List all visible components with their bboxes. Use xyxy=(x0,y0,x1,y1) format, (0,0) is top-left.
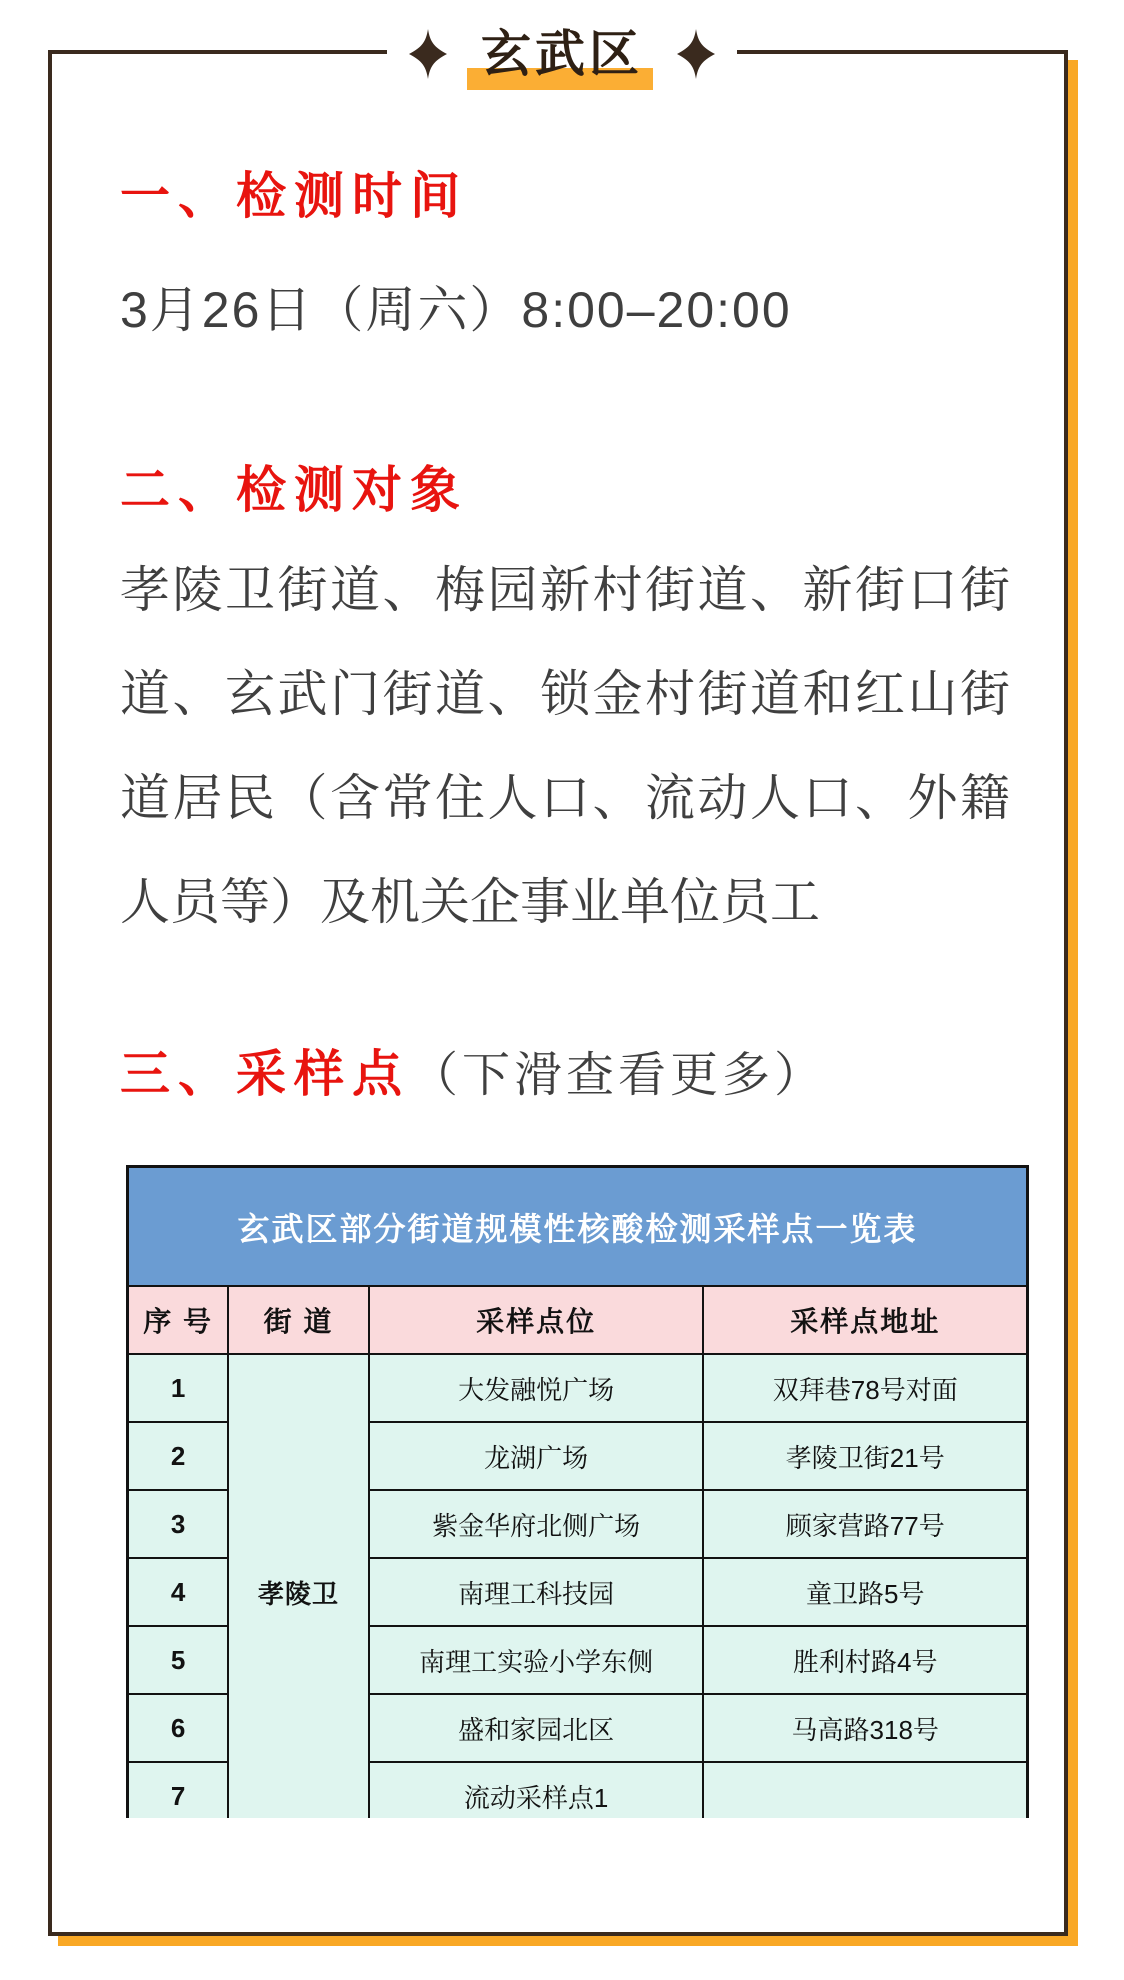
cell-no: 6 xyxy=(128,1694,229,1762)
cell-address: 胜利村路4号 xyxy=(703,1626,1027,1694)
cell-address: 顾家营路77号 xyxy=(703,1490,1027,1558)
table-title-row xyxy=(128,1167,1028,1287)
cell-no: 7 xyxy=(128,1762,229,1818)
table-header-row xyxy=(128,1286,1028,1354)
cell-no: 1 xyxy=(128,1354,229,1422)
paragraph-line: 道居民（含常住人口、流动人口、外籍 xyxy=(120,770,1010,826)
cell-point: 大发融悦广场 xyxy=(369,1354,704,1422)
cell-no: 4 xyxy=(128,1558,229,1626)
paragraph-line: 人员等）及机关企事业单位员工 xyxy=(120,874,820,930)
column-header-no: 序 号 xyxy=(128,1286,229,1354)
cell-point: 南理工科技园 xyxy=(369,1558,704,1626)
test-subjects-paragraph xyxy=(120,538,1010,954)
cell-street-group: 孝陵卫 xyxy=(228,1354,368,1818)
sparkle-icon xyxy=(409,29,447,79)
cell-no: 2 xyxy=(128,1422,229,1490)
sampling-table-scroll-area[interactable] xyxy=(126,1165,1029,1818)
cell-point: 流动采样点1 xyxy=(369,1762,704,1818)
column-header-street: 街 道 xyxy=(228,1286,368,1354)
sampling-points-table xyxy=(126,1165,1029,1818)
cell-point: 盛和家园北区 xyxy=(369,1694,704,1762)
section-3-title: 三、采样点 xyxy=(120,1046,410,1102)
cell-point: 龙湖广场 xyxy=(369,1422,704,1490)
paragraph-line: 孝陵卫街道、梅园新村街道、新街口街 xyxy=(120,562,1010,618)
column-header-address: 采样点地址 xyxy=(703,1286,1027,1354)
section-1-heading: 一、检测时间 xyxy=(120,168,468,224)
cell-no: 3 xyxy=(128,1490,229,1558)
district-title-banner xyxy=(387,12,737,96)
table-title: 玄武区部分街道规模性核酸检测采样点一览表 xyxy=(128,1167,1028,1287)
cell-point: 紫金华府北侧广场 xyxy=(369,1490,704,1558)
cell-point: 南理工实验小学东侧 xyxy=(369,1626,704,1694)
cell-address xyxy=(703,1762,1027,1818)
paragraph-line: 道、玄武门街道、锁金村街道和红山街 xyxy=(120,666,1010,722)
district-title: 玄武区 xyxy=(477,27,647,82)
cell-address: 马高路318号 xyxy=(703,1694,1027,1762)
cell-address: 童卫路5号 xyxy=(703,1558,1027,1626)
column-header-point: 采样点位 xyxy=(369,1286,704,1354)
sparkle-icon xyxy=(677,29,715,79)
section-2-heading: 二、检测对象 xyxy=(120,462,468,518)
cell-address: 双拜巷78号对面 xyxy=(703,1354,1027,1422)
table-row xyxy=(128,1354,1028,1422)
section-3-heading xyxy=(120,1046,826,1104)
cell-address: 孝陵卫街21号 xyxy=(703,1422,1027,1490)
test-time-text: 3月26日（周六）8:00–20:00 xyxy=(120,282,792,338)
cell-no: 5 xyxy=(128,1626,229,1694)
scroll-more-note: （下滑查看更多） xyxy=(410,1049,827,1102)
